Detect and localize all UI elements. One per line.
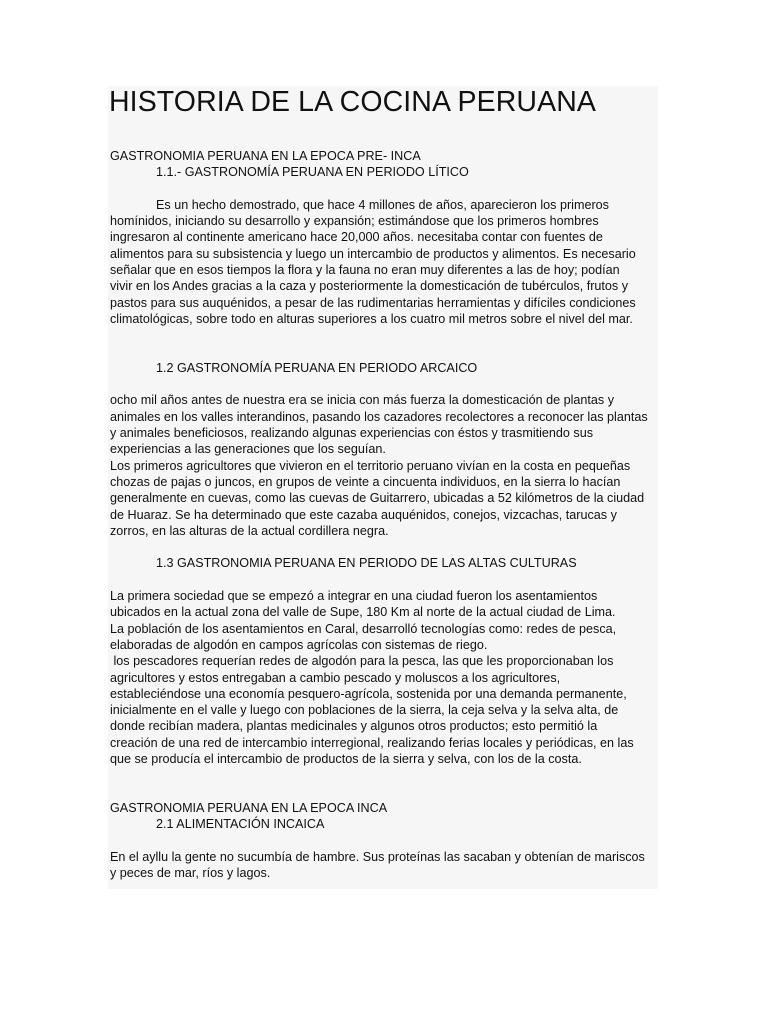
paragraph-line: ingresaron al continente americano hace 20,000 años. necesitaba contar con fuentes de — [110, 230, 603, 245]
paragraph-altas-culturas — [110, 588, 662, 767]
subsection-heading-alimentacion: 2.1 ALIMENTACIÓN INCAICA — [156, 817, 325, 832]
paragraph-line: En el ayllu la gente no sucumbía de hambre. Sus proteínas las sacaban y obtenían de mariscos — [110, 849, 645, 864]
document-content — [110, 84, 662, 881]
paragraph-line: animales en los valles interandinos, pasando los cazadores recolectores a reconocer las plantas — [110, 409, 648, 424]
subsection-heading-altas-culturas: 1.3 GASTRONOMIA PERUANA EN PERIODO DE LAS ALTAS CULTURAS — [156, 556, 577, 571]
paragraph-litico — [110, 197, 662, 327]
spacer — [110, 327, 662, 360]
paragraph-line: y animales beneficiosos, realizando algunas experiencias con éstos y trasmitiendo sus — [110, 426, 594, 441]
paragraph-line: los pescadores requerían redes de algodón para la pesca, las que les proporcionaban los — [110, 654, 614, 669]
section-heading-inca: GASTRONOMIA PERUANA EN LA EPOCA INCA — [110, 800, 388, 815]
paragraph-line: generalmente en cuevas, como las cuevas de Guitarrero, ubicadas a 52 kilómetros de la ciudad — [110, 491, 645, 506]
paragraph-line: estableciéndose una economía pesquero-agrícola, sostenida por una demanda permanente, — [110, 686, 627, 701]
paragraph-line: agricultores y estos entregaban a cambio pescado y moluscos a los agricultores, — [110, 670, 561, 685]
paragraph-line: que se producía el intercambio de productos de la sierra y selva, con los de la costa. — [110, 751, 582, 766]
paragraph-line: y peces de mar, ríos y lagos. — [110, 866, 271, 881]
paragraph-line: creación de una red de intercambio interregional, realizando ferias locales y periódicas, en las — [110, 735, 634, 750]
spacer — [110, 376, 662, 392]
paragraph-line: homínidos, iniciando su desarrollo y expansión; estimándose que los primeros hombres — [110, 214, 599, 229]
paragraph-line: alimentos para su subsistencia y luego un intercambio de productos y alimentos. Es necesario — [110, 246, 636, 261]
paragraph-line: Los primeros agricultores que vivieron en el territorio peruano vivían en la costa en pequeñas — [110, 458, 631, 473]
spacer — [110, 539, 662, 555]
paragraph-line: zorros, en las alturas de la actual cordillera negra. — [110, 523, 389, 538]
paragraph-line: vivir en los Andes gracias a la caza y posteriormente la domesticación de tubérculos, frutos y — [110, 279, 628, 294]
paragraph-line: donde recibían madera, plantas medicinales y algunos otros productos; esto permitió la — [110, 719, 598, 734]
spacer — [110, 120, 662, 148]
paragraph-line: ocho mil años antes de nuestra era se inicia con más fuerza la domesticación de plantas y — [110, 393, 615, 408]
paragraph-line: de Huaraz. Se ha determinado que este cazaba auquénidos, conejos, vizcachas, tarucas y — [110, 507, 617, 522]
paragraph-line: pastos para sus auquénidos, a pesar de las rudimentarias herramientas y difíciles condiciones — [110, 295, 636, 310]
paragraph-alimentacion — [110, 849, 662, 882]
paragraph-line: La primera sociedad que se empezó a integrar en una ciudad fueron los asentamientos — [110, 589, 598, 604]
paragraph-line: experiencias a las generaciones que los seguían. — [110, 442, 386, 457]
document-title: HISTORIA DE LA COCINA PERUANA — [109, 86, 597, 118]
spacer — [110, 572, 662, 588]
paragraph-arcaico — [110, 392, 662, 539]
paragraph-line: señalar que en esos tiempos la flora y la fauna no eran muy diferentes a las de hoy; podían — [110, 263, 620, 278]
paragraph-line: La población de los asentamientos en Caral, desarrolló tecnologías como: redes de pesca, — [110, 621, 617, 636]
subsection-heading-litico: 1.1.- GASTRONOMÍA PERUANA EN PERIODO LÍTICO — [156, 165, 469, 180]
paragraph-line: Es un hecho demostrado, que hace 4 millones de años, aparecieron los primeros — [156, 197, 609, 212]
paragraph-line: chozas de pajas o juncos, en grupos de veinte a cincuenta individuos, en la sierra lo hacían — [110, 474, 621, 489]
paragraph-line: climatológicas, sobre todo en alturas superiores a los cuatro mil metros sobre el nivel del mar. — [110, 311, 633, 326]
subsection-heading-arcaico: 1.2 GASTRONOMÍA PERUANA EN PERIODO ARCAICO — [156, 360, 478, 375]
section-heading-pre-inca: GASTRONOMIA PERUANA EN LA EPOCA PRE- INCA — [110, 149, 421, 163]
paragraph-line: elaboradas de algodón en campos agrícolas con sistemas de riego. — [110, 637, 488, 652]
spacer — [110, 832, 662, 848]
spacer — [110, 767, 662, 800]
spacer — [110, 181, 662, 197]
paragraph-line: inicialmente en el valle y luego con poblaciones de la sierra, la ceja selva y la selva alta, de — [110, 703, 619, 718]
paragraph-line: ubicados en la actual zona del valle de Supe, 180 Km al norte de la actual ciudad de Lima. — [110, 605, 616, 620]
